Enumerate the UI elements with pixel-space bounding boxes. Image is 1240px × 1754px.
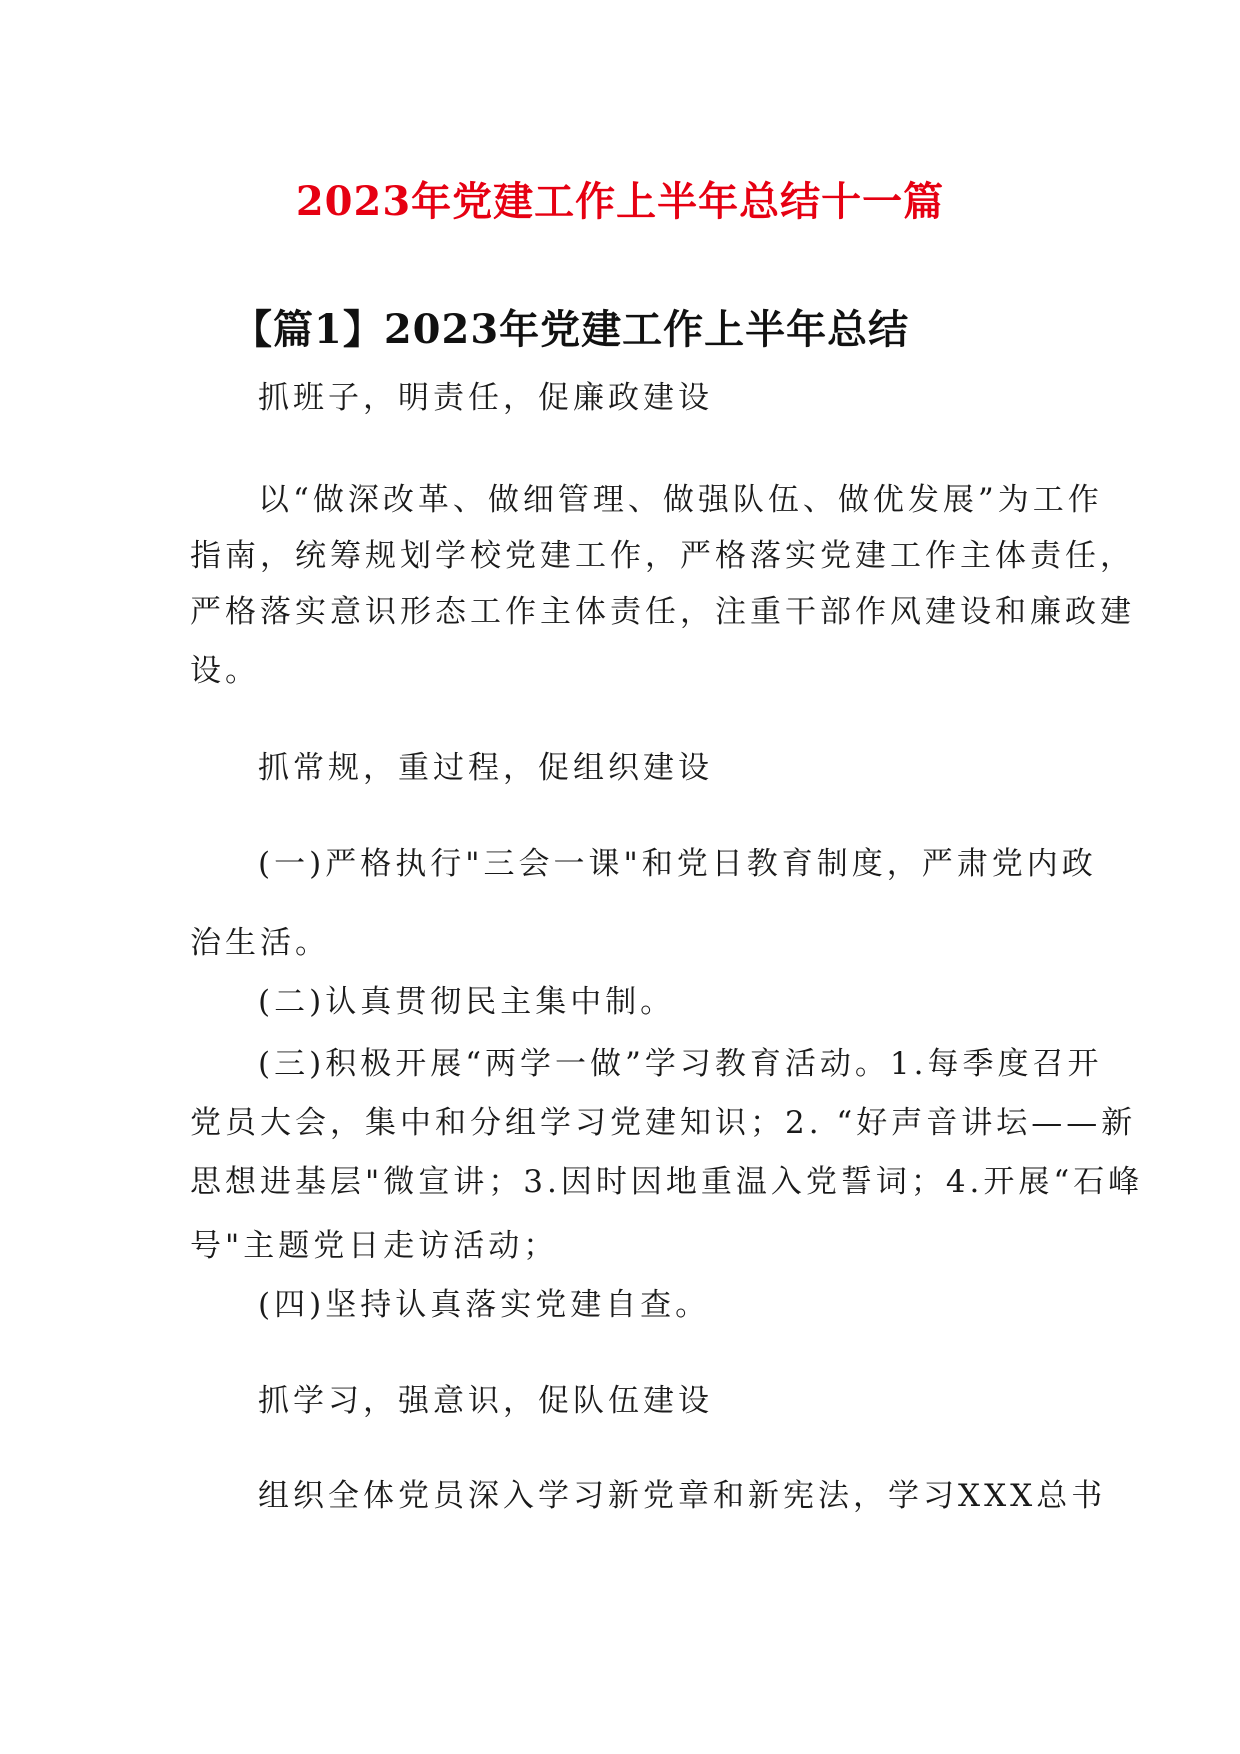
subheading-team: 抓学习，强意识，促队伍建设 [258,1383,713,1419]
paragraph-line: (四)坚持认真落实党建自查。 [258,1287,711,1323]
paragraph-line: 治生活。 [190,925,330,961]
paragraph-line: (二)认真贯彻民主集中制。 [258,984,676,1020]
subheading-leadership: 抓班子，明责任，促廉政建设 [258,380,713,416]
paragraph-line: 严格落实意识形态工作主体责任，注重干部作风建设和廉政建 [190,594,1135,630]
paragraph-line: 设。 [190,653,260,689]
paragraph-line: 思想进基层"微宣讲；3.因时因地重温入党誓词；4.开展“石峰 [190,1164,1144,1200]
paragraph-line: (一)严格执行"三会一课"和党日教育制度，严肃党内政 [258,846,1097,882]
subheading-organization: 抓常规，重过程，促组织建设 [258,750,713,786]
paragraph-line: 指南，统筹规划学校党建工作，严格落实党建工作主体责任， [190,538,1135,574]
paragraph-line: 以“做深改革、做细管理、做强队伍、做优发展”为工作 [258,482,1103,518]
paragraph-line: 号"主题党日走访活动； [190,1228,559,1264]
paragraph-line: 党员大会，集中和分组学习党建知识；2. “好声音讲坛——新 [190,1105,1137,1141]
paragraph-line: 组织全体党员深入学习新党章和新宪法，学习XXX总书 [258,1478,1107,1514]
paragraph-line: (三)积极开展“两学一做”学习教育活动。1.每季度召开 [258,1046,1103,1082]
document-title: 2023年党建工作上半年总结十一篇 [295,178,945,225]
section-title: 【篇1】2023年党建工作上半年总结 [232,306,910,353]
